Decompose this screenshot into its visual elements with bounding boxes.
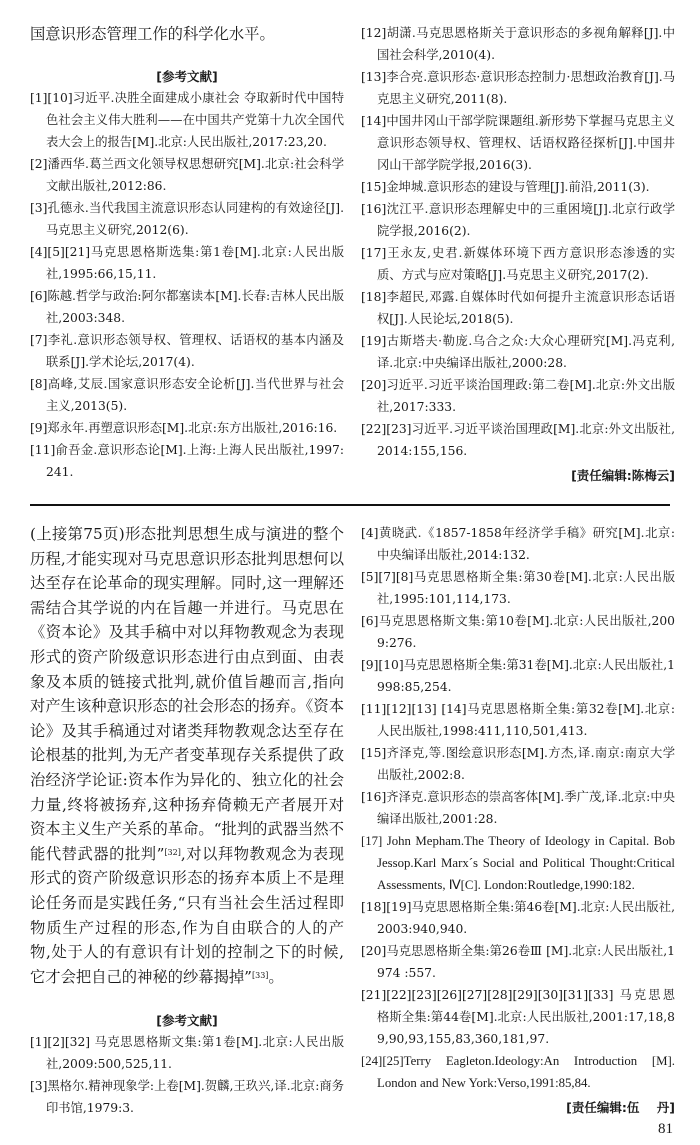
reference-item: [16]齐泽克.意识形态的崇高客体[M].季广茂,译.北京:中央编译出版社,2001:28. [361, 790, 675, 826]
top-right-column [361, 22, 675, 486]
reference-item: [9]郑永年.再塑意识形态[M].北京:东方出版社,2016:16. [30, 420, 338, 435]
reference-item: [3]孔德永.当代我国主流意识形态认同建构的有效途径[J].马克思主义研究,2012(6). [30, 200, 344, 237]
bottom-section [0, 506, 700, 1119]
reference-item: [13]李合亮.意识形态·意识形态控制力·思想政治教育[J].马克思主义研究,2011(8). [361, 70, 675, 106]
body-paragraph [30, 522, 344, 989]
reference-item: [14]中国井冈山干部学院课题组.新形势下掌握马克思主义意识形态领导权、管理权、话语权路径探析[J].中国井冈山干部学院学报,2016(3). [361, 114, 675, 172]
reference-item: [4][5][21]马克思恩格斯选集:第1卷[M].北京:人民出版社,1995:66,15,11. [30, 244, 344, 281]
reference-item: [22][23]习近平.习近平谈治国理政[M].北京:外文出版社,2014:155,156. [361, 422, 675, 458]
reference-item: [1][10]习近平.决胜全面建成小康社会 夺取新时代中国特色社会主义伟大胜利——在中国共产党第十九次全国代表大会上的报告[M].北京:人民出版社,2017:23,20. [30, 90, 344, 149]
reference-item: [3]黑格尔.精神现象学:上卷[M].贺麟,王玖兴,译.北京:商务印书馆,1979:3. [30, 1079, 344, 1116]
reference-list [30, 87, 344, 483]
reference-item: [6]陈越.哲学与政治:阿尔都塞读本[M].长春:吉林人民出版社,2003:348. [30, 288, 344, 325]
reference-item: [18][19]马克思恩格斯全集:第46卷[M].北京:人民出版社,2003:940,940. [361, 900, 675, 936]
body-text-part: 。 [268, 967, 284, 986]
reference-list [361, 522, 675, 1094]
reference-item: [7]李礼.意识形态领导权、管理权、话语权的基本内涵及联系[J].学术论坛,2017(4). [30, 332, 344, 369]
top-section [0, 0, 700, 486]
reference-item: [5][7][8]马克思恩格斯全集:第30卷[M].北京:人民出版社,1995:101,114,173. [361, 570, 675, 606]
reference-item: [17] John Mepham.The Theory of Ideology in Capital. Bob Jessop.Karl Marx´s Social and Political Thought:Critical Assessments, Ⅳ[C]. London:Routledge,1990:182. [361, 834, 675, 892]
reference-item: [21][22][23][26][27][28][29][30][31][33] 马克思恩格斯全集:第44卷[M].北京:人民出版社,2001:17,18,89,90,93,155,83,360,181,97. [361, 988, 675, 1046]
reference-item: [12]胡潇.马克思恩格斯关于意识形态的多视角解释[J].中国社会科学,2010(4). [361, 26, 675, 62]
reference-item: [6]马克思恩格斯文集:第10卷[M].北京:人民出版社,2009:276. [361, 614, 675, 650]
citation-marker: [32] [164, 847, 181, 857]
reference-item: [11][12][13] [14]马克思恩格斯全集:第32卷[M].北京:人民出版社,1998:411,110,501,413. [361, 702, 675, 738]
body-text-part: (上接第75页)形态批判思想生成与演进的整个历程,才能实现对马克思意识形态批判思想何以达至存在论革命的现实理解。同时,这一理解还需结合其学说的内在旨趣一并进行。马克思在《资本论》及其手稿中对以拜物教观念为表现形式的资产阶级意识形态进行由点到面、由表象及本质的链接式批判,就价值旨趣而言,指向对产生该种意识形态的社会形态的扬弃。《资本论》及其手稿通过对诸类拜物教观念达至存在论根基的批判,为无产者变革现存关系提供了政治经济学论证:资本作为异化的、独立化的社会力量,终将被扬弃,这种扬弃倚赖无产者展开对资本主义生产关系的革命。“批判的武器当然不能代替武器的批判” [30, 525, 344, 863]
reference-item: [17]王永友,史君.新媒体环境下西方意识形态渗透的实质、方式与应对策略[J].马克思主义研究,2017(2). [361, 246, 675, 282]
responsible-editor: [责任编辑:陈梅云] [571, 468, 675, 483]
references-heading: [参考文献] [156, 1013, 218, 1029]
reference-item: [20]习近平.习近平谈治国理政:第二卷[M].北京:外文出版社,2017:333. [361, 378, 675, 414]
citation-marker: [33] [251, 970, 269, 980]
body-text-part: ,对以拜物教观念为表现形式的资产阶级意识形态的扬弃本质上不是理论任务而是实践任务,“只有当社会生活过程即物质生产过程的形态,作为自由联合的人的产物,处于人的有意识有计划的控制之下的时候,它才会把自己的神秘的纱幕揭掉” [30, 844, 344, 986]
responsible-editor: [责任编辑:伍 丹] [566, 1100, 675, 1115]
reference-item: [24][25]Terry Eagleton.Ideology:An Introduction [M]. London and New York:Verso,1991:85,84. [361, 1054, 675, 1090]
reference-item: [19]古斯塔夫·勒庞.乌合之众:大众心理研究[M].冯克利,译.北京:中央编译出版社,2000:28. [361, 334, 675, 370]
reference-item: [1][2][32] 马克思恩格斯文集:第1卷[M].北京:人民出版社,2009:500,525,11. [30, 1035, 344, 1072]
references-heading: [参考文献] [156, 68, 218, 84]
page-number: 81 [658, 1121, 673, 1138]
reference-item: [15]齐泽克,等.图绘意识形态[M].方杰,译.南京:南京大学出版社,2002:8. [361, 746, 675, 782]
reference-item: [9][10]马克思恩格斯全集:第31卷[M].北京:人民出版社,1998:85,254. [361, 658, 675, 694]
reference-item: [8]高峰,艾辰.国家意识形态安全论析[J].当代世界与社会主义,2013(5). [30, 376, 344, 413]
reference-item: [4]黄晓武.《1857-1858年经济学手稿》研究[M].北京:中央编译出版社,2014:132. [361, 526, 675, 562]
reference-item: [2]潘西华.葛兰西文化领导权思想研究[M].北京:社会科学文献出版社,2012:86. [30, 156, 344, 193]
reference-list [361, 22, 675, 462]
body-paragraph-end: 国意识形态管理工作的科学化水平。 [30, 25, 275, 43]
top-left-column [30, 22, 344, 483]
reference-item: [15]金坤城.意识形态的建设与管理[J].前沿,2011(3). [361, 180, 650, 194]
reference-item: [18]李超民,邓露.自媒体时代如何提升主流意识形态话语权[J].人民论坛,2018(5). [361, 290, 675, 326]
reference-item: [11]俞吾金.意识形态论[M].上海:上海人民出版社,1997:241. [30, 442, 344, 479]
reference-item: [20]马克思恩格斯全集:第26卷Ⅲ [M].北京:人民出版社,1974 :557. [361, 944, 675, 980]
bottom-right-column [361, 522, 675, 1118]
bottom-left-column [30, 522, 344, 1119]
reference-item: [16]沈江平.意识形态理解史中的三重困境[J].北京行政学院学报,2016(2). [361, 202, 675, 238]
reference-list [30, 1031, 344, 1119]
